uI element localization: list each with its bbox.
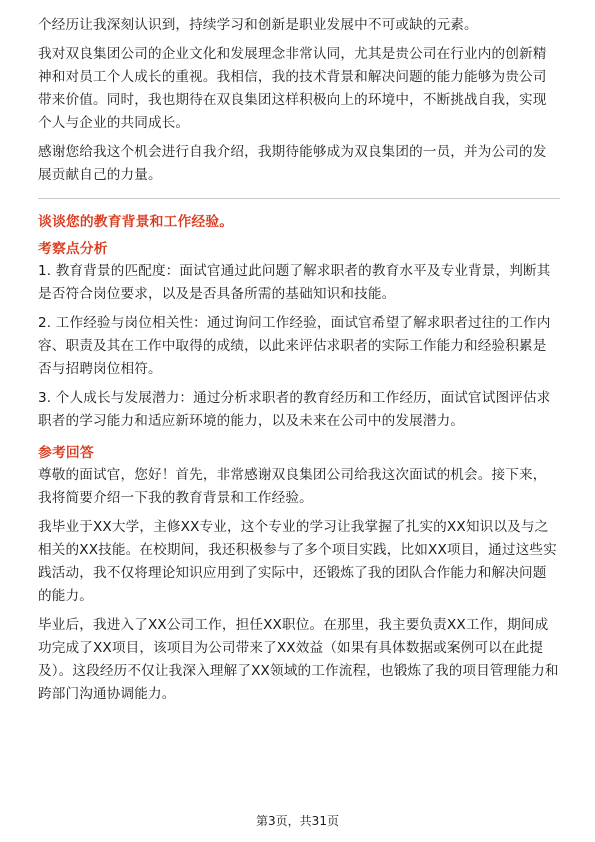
analysis-list bbox=[38, 260, 560, 433]
intro-paragraph: 我对双良集团公司的企业文化和发展理念非常认同，尤其是贵公司在行业内的创新精神和对员工个人成长的重视。我相信，我的技术背景和解决问题的能力能够为贵公司带来价值。同时，我也期待在双良集团这样积极向上的环境中，不断挑战自我，实现个人与企业的共同成长。 bbox=[38, 46, 547, 131]
reference-paragraph: 尊敬的面试官，您好！首先，非常感谢双良集团公司给我这次面试的机会。接下来，我将简要介绍一下我的教育背景和工作经验。 bbox=[38, 467, 547, 506]
intro-paragraph: 感谢您给我这个机会进行自我介绍，我期待能够成为双良集团的一员，并为公司的发展贡献自己的力量。 bbox=[38, 144, 547, 183]
reference-answer bbox=[38, 464, 560, 706]
reference-heading: 参考回答 bbox=[38, 445, 94, 461]
analysis-item: 1. 教育背景的匹配度：面试官通过此问题了解求职者的教育水平及专业背景，判断其是否符合岗位要求，以及是否具备所需的基础知识和技能。 bbox=[38, 263, 551, 302]
analysis-item: 3. 个人成长与发展潜力：通过分析求职者的教育经历和工作经历，面试官试图评估求职者的学习能力和适应新环境的能力，以及未来在公司中的发展潜力。 bbox=[38, 390, 551, 429]
reference-paragraph: 我毕业于XX大学，主修XX专业，这个专业的学习让我掌握了扎实的XX知识以及与之相关的XX技能。在校期间，我还积极参与了多个项目实践，比如XX项目，通过这些实践活动，我不仅将理论知识应用到了实际中，还锻炼了我的团队合作能力和解决问题的能力。 bbox=[38, 519, 557, 604]
intro-section bbox=[38, 14, 560, 187]
question-title: 谈谈您的教育背景和工作经验。 bbox=[38, 214, 234, 230]
reference-paragraph: 毕业后，我进入了XX公司工作，担任XX职位。在那里，我主要负责XX工作，期间成功完成了XX项目，该项目为公司带来了XX效益（如果有具体数据或案例可以在此提及）。这段经历不仅让我深入理解了XX领域的工作流程，也锻炼了我的项目管理能力和跨部门沟通协调能力。 bbox=[38, 617, 559, 702]
analysis-item: 2. 工作经验与岗位相关性：通过询问工作经验，面试官希望了解求职者过往的工作内容、职责及其在工作中取得的成绩，以此来评估求职者的实际工作能力和经验积累是否与招聘岗位相符。 bbox=[38, 315, 551, 377]
analysis-heading: 考察点分析 bbox=[38, 241, 108, 257]
intro-paragraph: 个经历让我深刻认识到，持续学习和创新是职业发展中不可或缺的元素。 bbox=[38, 17, 478, 33]
document-page bbox=[38, 14, 560, 706]
page-number: 第3页，共31页 bbox=[256, 814, 339, 828]
section-divider bbox=[38, 198, 560, 199]
